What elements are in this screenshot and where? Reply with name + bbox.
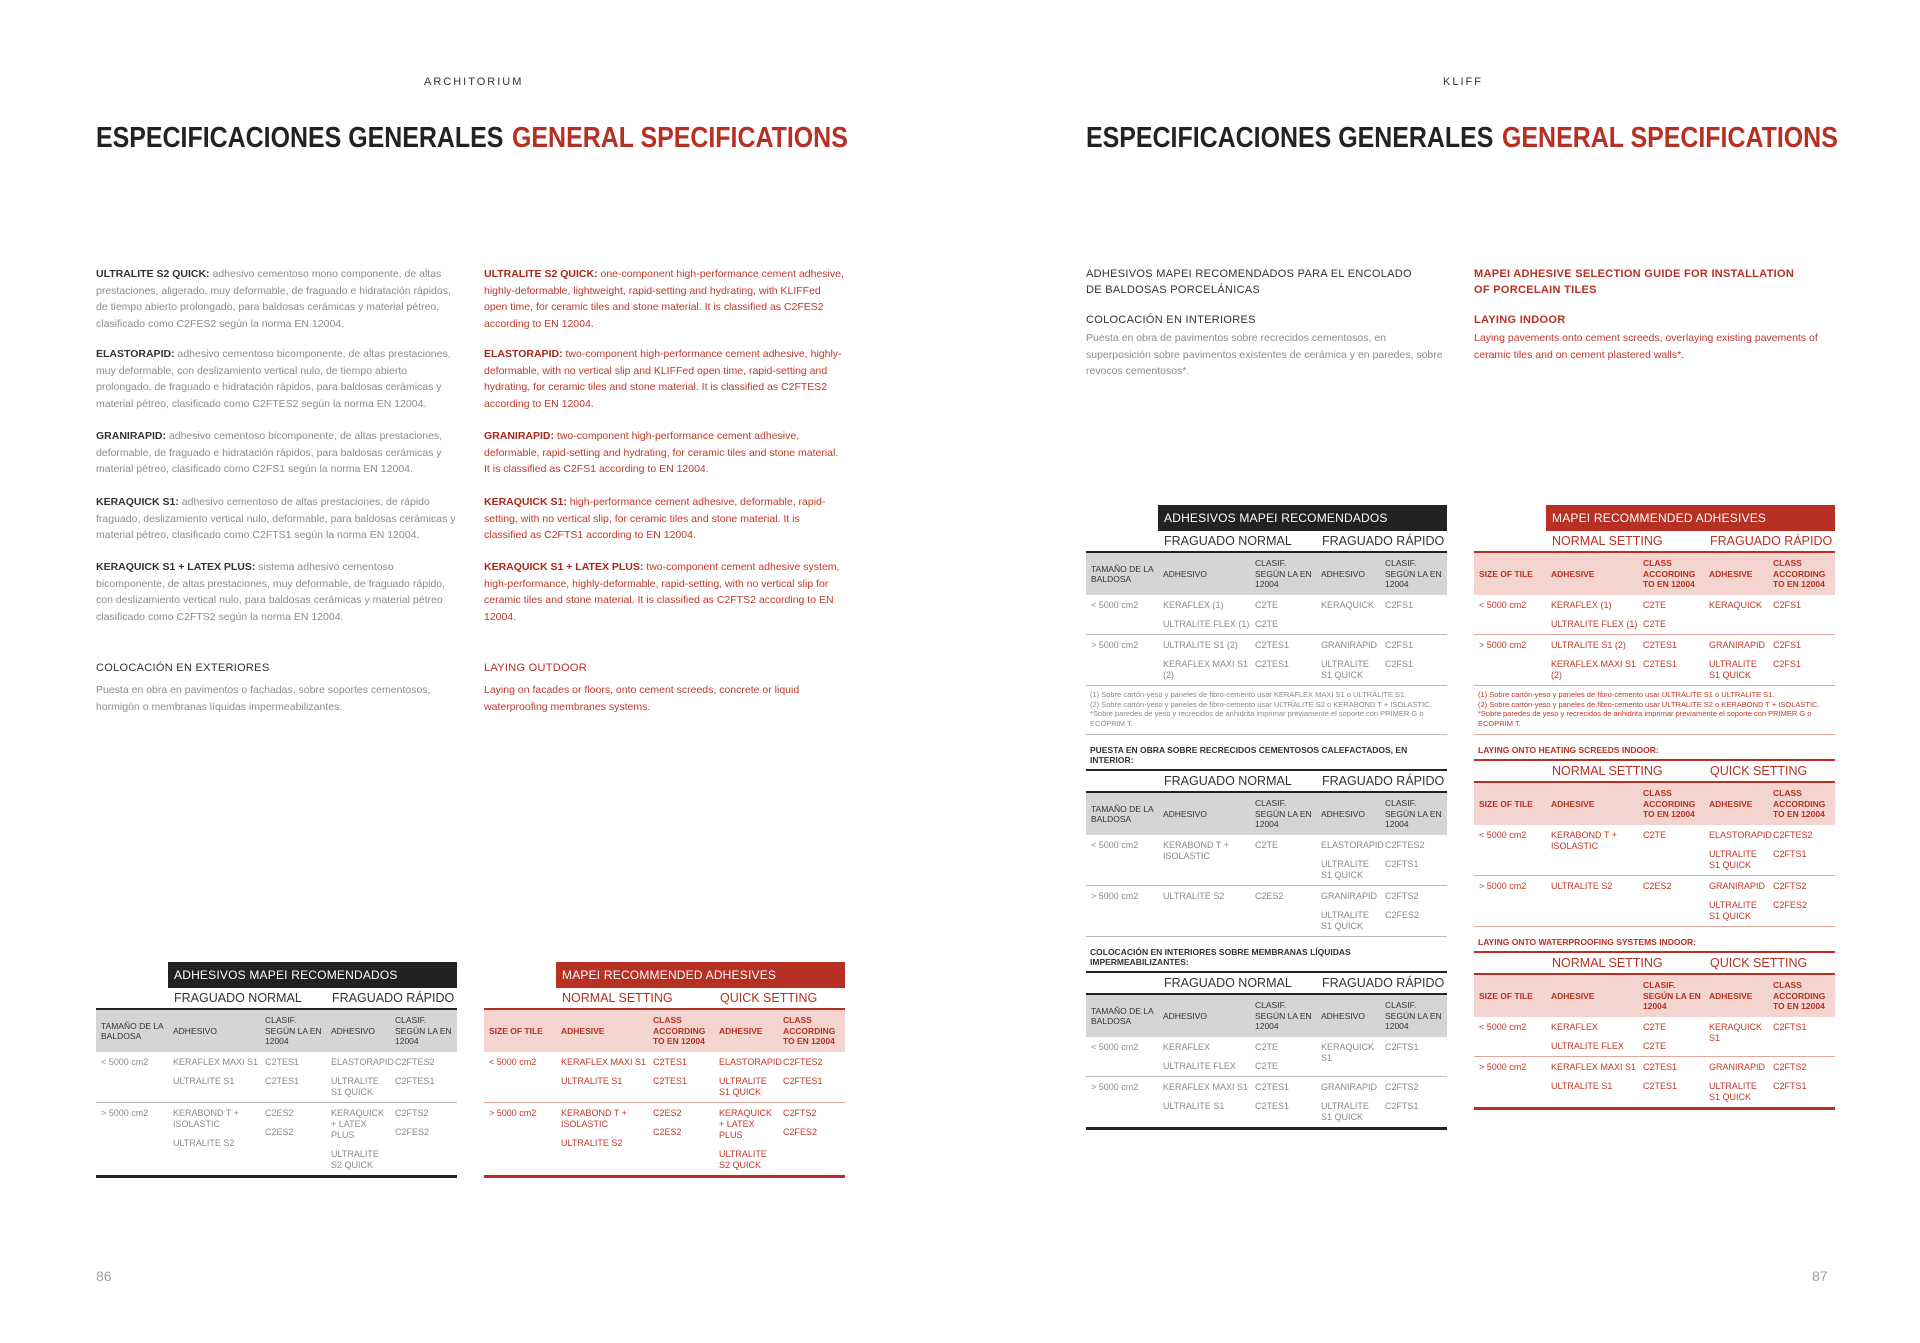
cell-class: C2FTS2 xyxy=(1773,881,1807,891)
outdoor-text-en: Laying on facades or floors, onto cement screeds, concrete or liquid waterproofing membranes systems. xyxy=(484,684,800,713)
cell-adhesive: KERAFLEX xyxy=(1163,1042,1211,1052)
product-description: two-component high-performance cement adhesive, highly-deformable, with no vertical slip and KLIFFed open time, rapid-setting and hydrating, for ceramic tiles and stone material. It is classified as C2FTES2 according to EN 12004. xyxy=(484,348,842,410)
table-groups xyxy=(1086,973,1447,995)
cell-adhesive: ULTRALITE S2 xyxy=(1551,881,1613,891)
table-row xyxy=(1474,825,1835,876)
intro-heading-es xyxy=(1086,266,1412,298)
cell-class: C2FS1 xyxy=(1385,600,1414,610)
product-label: ULTRALITE S2 QUICK: xyxy=(96,268,210,280)
table-header xyxy=(1086,793,1447,835)
page-title-es: ESPECIFICACIONES GENERALES xyxy=(1086,122,1494,154)
cell-class: C2TE xyxy=(1643,600,1667,610)
cell-adhesive: KERAFLEX MAXI S1 xyxy=(561,1057,647,1067)
outdoor-heading: COLOCACIÓN EN EXTERIORES xyxy=(96,662,270,674)
table-groups xyxy=(1086,771,1447,793)
cell-class: C2TE xyxy=(1643,1022,1667,1032)
cell-size: < 5000 cm2 xyxy=(1479,600,1527,610)
table-row xyxy=(484,1103,845,1178)
table-header xyxy=(1474,783,1835,825)
product-label: KERAQUICK S1: xyxy=(484,496,567,508)
group-normal: FRAGUADO NORMAL xyxy=(1164,534,1292,548)
header-adhesive: ADHESIVE xyxy=(1551,798,1595,809)
cell-adhesive: KERAFLEX MAXI S1 xyxy=(1163,1082,1249,1092)
header-class: CLASIF. SEGÚN LA EN 12004 xyxy=(1643,980,1701,1012)
intro-heading-line: DE BALDOSAS PORCELÁNICAS xyxy=(1086,284,1261,296)
header-class: CLASS ACCORDING TO EN 12004 xyxy=(1773,558,1826,590)
cell-adhesive: GRANIRAPID xyxy=(1321,891,1378,901)
header-size: SIZE OF TILE xyxy=(1479,798,1533,809)
table-section-heading: PUESTA EN OBRA SOBRE RECRECIDOS CEMENTOSOS CALEFACTADOS, EN INTERIOR: xyxy=(1086,735,1447,771)
table-row xyxy=(96,1103,457,1178)
header-size: TAMAÑO DE LA BALDOSA xyxy=(1091,803,1154,824)
header-class: CLASS ACCORDING TO EN 12004 xyxy=(1773,788,1826,820)
cell-adhesive: KERAFLEX xyxy=(1551,1022,1599,1032)
table-header xyxy=(1086,553,1447,595)
product-description: high-performance cement adhesive, deformable, rapid-setting, with no vertical slip, for ceramic tiles and stone material. It is classified as C2FTS1 according to EN 12004. xyxy=(484,496,826,541)
table-note: *Sobre paredes de yeso y recrecidos de anhidrita imprimar previamente el soporte con PRIMER G o ECOPRIM T. xyxy=(1478,709,1812,728)
cell-class: C2FTS1 xyxy=(1385,859,1419,869)
header-adhesive: ADHESIVE xyxy=(1551,568,1595,579)
table-row xyxy=(1086,595,1447,635)
cell-class: C2FTES1 xyxy=(783,1076,823,1086)
brand-name: ARCHITORIUM xyxy=(424,76,524,88)
cell-adhesive: KERABOND T + ISOLASTIC xyxy=(173,1108,239,1129)
adhesive-table-en xyxy=(484,962,845,1178)
group-rapid: FRAGUADO RÁPIDO xyxy=(1322,774,1445,788)
group-quick: QUICK SETTING xyxy=(1710,956,1808,970)
group-quick: QUICK SETTING xyxy=(1710,764,1808,778)
header-class: CLASS ACCORDING TO EN 12004 xyxy=(653,1015,706,1047)
cell-size: < 5000 cm2 xyxy=(1091,840,1139,850)
header-adhesive: ADHESIVO xyxy=(1321,808,1365,819)
cell-class: C2FS1 xyxy=(1773,659,1802,669)
cell-size: < 5000 cm2 xyxy=(1091,600,1139,610)
cell-adhesive: ULTRALITE FLEX (1) xyxy=(1551,619,1638,629)
table-row xyxy=(96,1052,457,1103)
intro-heading-line: OF PORCELAIN TILES xyxy=(1474,284,1597,296)
spec-paragraph-en xyxy=(484,266,844,332)
cell-size: > 5000 cm2 xyxy=(101,1108,149,1118)
group-rapid: FRAGUADO RÁPIDO xyxy=(1710,534,1833,548)
group-normal: NORMAL SETTING xyxy=(1552,534,1663,548)
table-header xyxy=(96,1010,457,1052)
cell-class: C2FTES2 xyxy=(1385,840,1425,850)
cell-adhesive: ULTRALITE S1 QUICK xyxy=(1709,659,1757,680)
cell-class: C2FTES1 xyxy=(395,1076,435,1086)
cell-adhesive: ULTRALITE S2 xyxy=(1163,891,1225,901)
cell-adhesive: ULTRALITE S2 xyxy=(173,1138,235,1148)
table-row xyxy=(1086,1037,1447,1077)
cell-size: < 5000 cm2 xyxy=(1479,1022,1527,1032)
cell-adhesive: ULTRALITE S2 xyxy=(561,1138,623,1148)
group-rapid: FRAGUADO RÁPIDO xyxy=(332,991,455,1005)
cell-adhesive: ELASTORAPID xyxy=(719,1057,782,1067)
indoor-heading-en: LAYING INDOOR xyxy=(1474,314,1566,326)
cell-adhesive: KERAFLEX (1) xyxy=(1163,600,1224,610)
cell-adhesive: KERAFLEX MAXI S1 xyxy=(1551,1062,1637,1072)
cell-adhesive: GRANIRAPID xyxy=(1321,640,1378,650)
header-adhesive: ADHESIVO xyxy=(1321,1010,1365,1021)
spec-paragraph-en xyxy=(484,346,844,412)
cell-adhesive: GRANIRAPID xyxy=(1321,1082,1378,1092)
cell-class: C2FTS1 xyxy=(1773,1022,1807,1032)
group-normal: FRAGUADO NORMAL xyxy=(1164,976,1292,990)
cell-class: C2FTES2 xyxy=(783,1057,823,1067)
cell-size: < 5000 cm2 xyxy=(489,1057,537,1067)
cell-adhesive: ULTRALITE S1 QUICK xyxy=(1709,1081,1757,1102)
cell-size: < 5000 cm2 xyxy=(101,1057,149,1067)
table-groups xyxy=(1086,531,1447,553)
table-note: (1) Sobre cartón-yeso y paneles de fibro-cemento usar ULTRALITE S1 o ULTRALITE S1. xyxy=(1478,690,1775,699)
cell-class: C2FES2 xyxy=(1773,900,1808,910)
cell-adhesive: KERAQUICK xyxy=(1709,600,1763,610)
header-adhesive: ADHESIVO xyxy=(331,1025,375,1036)
cell-adhesive: KERAQUICK + LATEX PLUS xyxy=(719,1108,773,1140)
cell-size: > 5000 cm2 xyxy=(1479,881,1527,891)
product-label: GRANIRAPID: xyxy=(484,430,554,442)
cell-class: C2TES1 xyxy=(1643,1081,1678,1091)
table-groups xyxy=(1474,953,1835,975)
header-size: SIZE OF TILE xyxy=(1479,568,1533,579)
cell-class: C2FES2 xyxy=(783,1127,818,1137)
header-class: CLASIF. SEGÚN LA EN 12004 xyxy=(1385,558,1442,590)
cell-class: C2FS1 xyxy=(1773,640,1802,650)
header-adhesive: ADHESIVE xyxy=(1551,990,1595,1001)
table-row xyxy=(1086,886,1447,937)
header-class: CLASIF. SEGÚN LA EN 12004 xyxy=(1255,558,1312,590)
header-adhesive: ADHESIVO xyxy=(1163,808,1207,819)
table-tag: MAPEI RECOMMENDED ADHESIVES xyxy=(556,962,845,988)
header-size: SIZE OF TILE xyxy=(1479,990,1533,1001)
intro-heading-en xyxy=(1474,266,1794,298)
cell-size: > 5000 cm2 xyxy=(489,1108,537,1118)
table-header xyxy=(1086,995,1447,1037)
product-description: sistema adhesivo cementoso bicomponente, de altas prestaciones, muy deformable, de fraguado rápido, con deslizamiento vertical nulo, para baldosas cerámicas y material pétreo clasificado como C2FTS2 según la norma EN 12004. xyxy=(96,561,446,623)
page-number: 86 xyxy=(96,1268,112,1284)
header-class: CLASS ACCORDING TO EN 12004 xyxy=(1643,558,1696,590)
cell-class: C2TE xyxy=(1255,1042,1279,1052)
cell-adhesive: ULTRALITE S1 xyxy=(1551,1081,1613,1091)
cell-size: > 5000 cm2 xyxy=(1091,1082,1139,1092)
cell-adhesive: ULTRALITE S1 QUICK xyxy=(1321,910,1369,931)
page-title xyxy=(96,122,848,155)
adhesive-table-en xyxy=(1474,505,1835,1110)
spec-paragraph xyxy=(96,494,456,544)
cell-class: C2FTS2 xyxy=(783,1108,817,1118)
table-row xyxy=(1474,1057,1835,1110)
table-note: *Sobre paredes de yeso y recrecidos de anhidrita imprimar previamente el soporte con PRIMER G o ECOPRIM T. xyxy=(1090,709,1424,728)
table-row xyxy=(1474,595,1835,635)
table-row xyxy=(1474,876,1835,927)
product-label: KERAQUICK S1 + LATEX PLUS: xyxy=(484,561,644,573)
table-header xyxy=(484,1010,845,1052)
spec-paragraph xyxy=(96,266,456,332)
header-size: TAMAÑO DE LA BALDOSA xyxy=(101,1020,164,1041)
group-normal: NORMAL SETTING xyxy=(562,991,673,1005)
product-description: adhesivo cementoso bicomponente, de altas prestaciones, deformable, de fraguado e hidratación rápidos, para baldosas cerámicas y material pétreo, clasificado como C2FS1 según la norma EN 12004. xyxy=(96,430,443,475)
table-notes xyxy=(1086,686,1447,735)
cell-adhesive: ULTRALITE S1 QUICK xyxy=(1709,900,1757,921)
header-class: CLASIF. SEGÚN LA EN 12004 xyxy=(395,1015,452,1047)
cell-class: C2FS1 xyxy=(1773,600,1802,610)
cell-adhesive: ULTRALITE FLEX (1) xyxy=(1163,619,1250,629)
product-label: ULTRALITE S2 QUICK: xyxy=(484,268,598,280)
page-title-es: ESPECIFICACIONES GENERALES xyxy=(96,122,504,154)
cell-adhesive: GRANIRAPID xyxy=(1709,881,1766,891)
cell-adhesive: ELASTORAPID xyxy=(1321,840,1384,850)
table-header xyxy=(1474,553,1835,595)
cell-adhesive: ULTRALITE S1 xyxy=(561,1076,623,1086)
group-normal: NORMAL SETTING xyxy=(1552,956,1663,970)
cell-class: C2TE xyxy=(1255,600,1279,610)
product-label: GRANIRAPID: xyxy=(96,430,166,442)
table-groups xyxy=(1474,531,1835,553)
spec-paragraph xyxy=(96,559,456,625)
cell-adhesive: ULTRALITE S2 QUICK xyxy=(719,1149,767,1170)
table-row xyxy=(484,1052,845,1103)
table-notes xyxy=(1474,686,1835,735)
header-class: CLASIF. SEGÚN LA EN 12004 xyxy=(265,1015,322,1047)
table-note: (2) Sobre cartón-yeso y paneles de fibro-cemento usar ULTRALITE S2 o KERABOND T + ISOLASTIC. xyxy=(1478,699,1820,709)
table-section-heading: LAYING ONTO HEATING SCREEDS INDOOR: xyxy=(1474,735,1835,761)
cell-class: C2TES1 xyxy=(1255,1101,1290,1111)
header-class: CLASIF. SEGÚN LA EN 12004 xyxy=(1385,1000,1442,1032)
table-groups xyxy=(484,988,845,1010)
group-normal: FRAGUADO NORMAL xyxy=(1164,774,1292,788)
cell-class: C2ES2 xyxy=(265,1108,294,1118)
cell-adhesive: ULTRALITE S1 (2) xyxy=(1163,640,1238,650)
cell-adhesive: KERAQUICK S1 xyxy=(1709,1022,1763,1043)
product-label: ELASTORAPID: xyxy=(96,348,175,360)
cell-class: C2TES1 xyxy=(1255,1082,1290,1092)
cell-adhesive: ULTRALITE FLEX xyxy=(1163,1061,1236,1071)
table-groups xyxy=(1474,761,1835,783)
table-section-heading: LAYING ONTO WATERPROOFING SYSTEMS INDOOR: xyxy=(1474,927,1835,953)
page-title-en: GENERAL SPECIFICATIONS xyxy=(512,122,848,154)
cell-adhesive: ULTRALITE S1 QUICK xyxy=(1321,1101,1369,1122)
adhesive-table-es xyxy=(1086,505,1447,1130)
cell-class: C2FTS2 xyxy=(395,1108,429,1118)
cell-adhesive: ULTRALITE S1 QUICK xyxy=(719,1076,767,1097)
cell-adhesive: ULTRALITE S1 QUICK xyxy=(1709,849,1757,870)
cell-class: C2TE xyxy=(1643,830,1667,840)
group-rapid: FRAGUADO RÁPIDO xyxy=(1322,976,1445,990)
cell-class: C2TE xyxy=(1255,840,1279,850)
cell-class: C2FES2 xyxy=(1385,910,1420,920)
cell-adhesive: KERAFLEX (1) xyxy=(1551,600,1612,610)
cell-class: C2TES1 xyxy=(1643,1062,1678,1072)
cell-adhesive: ULTRALITE FLEX xyxy=(1551,1041,1624,1051)
header-class: CLASS ACCORDING TO EN 12004 xyxy=(1643,788,1696,820)
cell-class: C2TE xyxy=(1255,619,1279,629)
table-row xyxy=(1474,1017,1835,1057)
table-tag: ADHESIVOS MAPEI RECOMENDADOS xyxy=(1158,505,1447,531)
page-number: 87 xyxy=(1812,1268,1828,1284)
cell-class: C2TES1 xyxy=(1255,659,1290,669)
product-description: adhesivo cementoso bicomponente, de altas prestaciones, muy deformable, con deslizamiento vertical nulo, de tiempo abierto prolongado, de fraguado e hidratación rápidos, para baldosas cerámicas y material pétreo, clasificado como C2FTES2 según la norma EN 12004. xyxy=(96,348,451,410)
table-note: (2) Sobre cartón-yeso y paneles de fibro-cemento usar ULTRALITE S2 o KERABOND T + ISOLASTIC. xyxy=(1090,699,1432,709)
cell-class: C2TES1 xyxy=(653,1076,688,1086)
cell-size: < 5000 cm2 xyxy=(1091,1042,1139,1052)
header-adhesive: ADHESIVO xyxy=(1163,568,1207,579)
cell-adhesive: KERAFLEX MAXI S1 (2) xyxy=(1551,659,1637,680)
cell-adhesive: KERAQUICK S1 xyxy=(1321,1042,1375,1063)
header-adhesive: ADHESIVO xyxy=(1321,568,1365,579)
product-description: adhesivo cementoso de altas prestaciones, de rápido fraguado, deslizamiento vertical nulo, deformable, para baldosas cerámicas y material pétreo, clasificado como C2FTS1 según la norma EN 12004. xyxy=(96,496,456,541)
product-label: KERAQUICK S1: xyxy=(96,496,179,508)
product-description: adhesivo cementoso mono componente, de altas prestaciones, aligerado, muy deformable, de fraguado e hidratación rápidos, de tiempo abierto prolongado, para baldosas cerámicas y material pétreo, clasificado como C2FES2 según la norma EN 12004. xyxy=(96,268,451,330)
header-adhesive: ADHESIVE xyxy=(1709,990,1753,1001)
cell-class: C2FTES2 xyxy=(1773,830,1813,840)
table-tag: ADHESIVOS MAPEI RECOMENDADOS xyxy=(168,962,457,988)
intro-heading-line: ADHESIVOS MAPEI RECOMENDADOS PARA EL ENCOLADO xyxy=(1086,268,1412,280)
cell-adhesive: KERAFLEX MAXI S1 xyxy=(173,1057,259,1067)
cell-class: C2FTES2 xyxy=(395,1057,435,1067)
cell-class: C2TES1 xyxy=(265,1057,300,1067)
cell-adhesive: KERAFLEX MAXI S1 (2) xyxy=(1163,659,1249,680)
product-description: one-component high-performance cement adhesive, highly-deformable, lightweight, rapid-setting and hydrating, with KLIFFed open time, for ceramic tiles and stone material. It is classified as C2FES2 according to EN 12004. xyxy=(484,268,844,330)
cell-adhesive: ELASTORAPID xyxy=(331,1057,394,1067)
spec-paragraph-en xyxy=(484,428,844,478)
cell-adhesive: ULTRALITE S1 xyxy=(173,1076,235,1086)
cell-adhesive: ULTRALITE S1 QUICK xyxy=(1321,659,1369,680)
cell-class: C2ES2 xyxy=(653,1108,682,1118)
cell-class: C2FTS1 xyxy=(1773,849,1807,859)
spec-paragraph xyxy=(96,428,456,478)
cell-adhesive: GRANIRAPID xyxy=(1709,640,1766,650)
table-row xyxy=(1086,635,1447,686)
cell-class: C2TES1 xyxy=(1643,640,1678,650)
cell-class: C2ES2 xyxy=(1643,881,1672,891)
adhesive-table-es xyxy=(96,962,457,1178)
header-class: CLASIF. SEGÚN LA EN 12004 xyxy=(1255,1000,1312,1032)
page-title xyxy=(1086,122,1838,155)
spec-paragraph-en xyxy=(484,559,844,625)
group-quick: QUICK SETTING xyxy=(720,991,818,1005)
header-adhesive: ADHESIVO xyxy=(173,1025,217,1036)
header-size: TAMAÑO DE LA BALDOSA xyxy=(1091,563,1154,584)
cell-adhesive: KERAQUICK xyxy=(1321,600,1375,610)
group-normal: NORMAL SETTING xyxy=(1552,764,1663,778)
header-adhesive: ADHESIVE xyxy=(719,1025,763,1036)
cell-adhesive: ULTRALITE S2 QUICK xyxy=(331,1149,379,1170)
header-size: TAMAÑO DE LA BALDOSA xyxy=(1091,1005,1154,1026)
table-tag: MAPEI RECOMMENDED ADHESIVES xyxy=(1546,505,1835,531)
table-section-heading: COLOCACIÓN EN INTERIORES SOBRE MEMBRANAS LÍQUIDAS IMPERMEABILIZANTES: xyxy=(1086,937,1447,973)
cell-size: > 5000 cm2 xyxy=(1091,640,1139,650)
product-label: KERAQUICK S1 + LATEX PLUS: xyxy=(96,561,256,573)
outdoor-heading-en: LAYING OUTDOOR xyxy=(484,662,588,674)
product-description: two-component high-performance cement adhesive, deformable, rapid-setting and hydrating, for ceramic tiles and stone material. It is classified as C2FS1 according to EN 12004. xyxy=(484,430,839,475)
cell-size: > 5000 cm2 xyxy=(1479,1062,1527,1072)
page-title-en: GENERAL SPECIFICATIONS xyxy=(1502,122,1838,154)
spec-paragraph xyxy=(96,346,456,412)
cell-adhesive: KERABOND T + ISOLASTIC xyxy=(1551,830,1617,851)
cell-size: > 5000 cm2 xyxy=(1091,891,1139,901)
indoor-text-en: Laying pavements onto cement screeds, overlaying existing pavements of ceramic tiles and on cement plastered walls*. xyxy=(1474,332,1818,361)
cell-class: C2FTS2 xyxy=(1385,891,1419,901)
cell-adhesive: KERABOND T + ISOLASTIC xyxy=(561,1108,627,1129)
header-size: SIZE OF TILE xyxy=(489,1025,543,1036)
cell-class: C2ES2 xyxy=(653,1127,682,1137)
table-row xyxy=(1474,635,1835,686)
header-adhesive: ADHESIVE xyxy=(1709,798,1753,809)
cell-class: C2FTS2 xyxy=(1773,1062,1807,1072)
cell-class: C2FTS1 xyxy=(1385,1101,1419,1111)
cell-class: C2TES1 xyxy=(265,1076,300,1086)
header-adhesive: ADHESIVE xyxy=(1709,568,1753,579)
header-class: CLASIF. SEGÚN LA EN 12004 xyxy=(1385,798,1442,830)
header-adhesive: ADHESIVE xyxy=(561,1025,605,1036)
outdoor-text: Puesta en obra en pavimentos o fachadas, sobre soportes cementosos, hormigón o membranas líquidas impermeabilizantes. xyxy=(96,684,431,713)
header-class: CLASS ACCORDING TO EN 12004 xyxy=(783,1015,836,1047)
cell-adhesive: ULTRALITE S1 xyxy=(1163,1101,1225,1111)
header-class: CLASIF. SEGÚN LA EN 12004 xyxy=(1255,798,1312,830)
table-groups xyxy=(96,988,457,1010)
product-label: ELASTORAPID: xyxy=(484,348,563,360)
table-note: (1) Sobre cartón-yeso y paneles de fibro-cemento usar KERAFLEX MAXI S1 o ULTRALITE S1. xyxy=(1090,690,1407,699)
cell-size: > 5000 cm2 xyxy=(1479,640,1527,650)
cell-class: C2TE xyxy=(1643,619,1667,629)
header-class: CLASS ACCORDING TO EN 12004 xyxy=(1773,980,1826,1012)
page-right xyxy=(960,0,1920,1343)
spec-paragraph-en xyxy=(484,494,844,544)
table-header xyxy=(1474,975,1835,1017)
cell-class: C2FTS1 xyxy=(1385,1042,1419,1052)
cell-class: C2FS1 xyxy=(1385,659,1414,669)
table-row xyxy=(1086,835,1447,886)
cell-class: C2TES1 xyxy=(1643,659,1678,669)
indoor-heading-es: COLOCACIÓN EN INTERIORES xyxy=(1086,314,1256,326)
brand-name: KLIFF xyxy=(1443,76,1483,88)
cell-class: C2ES2 xyxy=(1255,891,1284,901)
cell-size: < 5000 cm2 xyxy=(1479,830,1527,840)
cell-adhesive: KERAQUICK + LATEX PLUS xyxy=(331,1108,385,1140)
cell-class: C2TES1 xyxy=(1255,640,1290,650)
cell-class: C2FTS1 xyxy=(1773,1081,1807,1091)
cell-adhesive: ULTRALITE S1 QUICK xyxy=(331,1076,379,1097)
cell-class: C2FES2 xyxy=(395,1127,430,1137)
cell-class: C2TE xyxy=(1255,1061,1279,1071)
intro-heading-line: MAPEI ADHESIVE SELECTION GUIDE FOR INSTALLATION xyxy=(1474,268,1795,280)
group-rapid: FRAGUADO RÁPIDO xyxy=(1322,534,1445,548)
cell-adhesive: ULTRALITE S1 (2) xyxy=(1551,640,1626,650)
indoor-text-es: Puesta en obra de pavimentos sobre recrecidos cementosos, en superposición sobre pavimentos existentes de cerámica y en paredes, sobre revocos cementosos*. xyxy=(1086,332,1443,377)
cell-class: C2TE xyxy=(1643,1041,1667,1051)
cell-class: C2FTS2 xyxy=(1385,1082,1419,1092)
cell-class: C2ES2 xyxy=(265,1127,294,1137)
header-adhesive: ADHESIVO xyxy=(1163,1010,1207,1021)
cell-adhesive: KERABOND T + ISOLASTIC xyxy=(1163,840,1229,861)
cell-class: C2FS1 xyxy=(1385,640,1414,650)
cell-adhesive: GRANIRAPID xyxy=(1709,1062,1766,1072)
cell-class: C2TES1 xyxy=(653,1057,688,1067)
product-description: two-component cement adhesive system, high-performance, highly-deformable, rapid-setting, with no vertical slip for ceramic tiles and stone material. It is classified as C2FTS2 according to EN 12004. xyxy=(484,561,840,623)
group-normal: FRAGUADO NORMAL xyxy=(174,991,302,1005)
cell-adhesive: ELASTORAPID xyxy=(1709,830,1772,840)
cell-adhesive: ULTRALITE S1 QUICK xyxy=(1321,859,1369,880)
table-row xyxy=(1086,1077,1447,1130)
